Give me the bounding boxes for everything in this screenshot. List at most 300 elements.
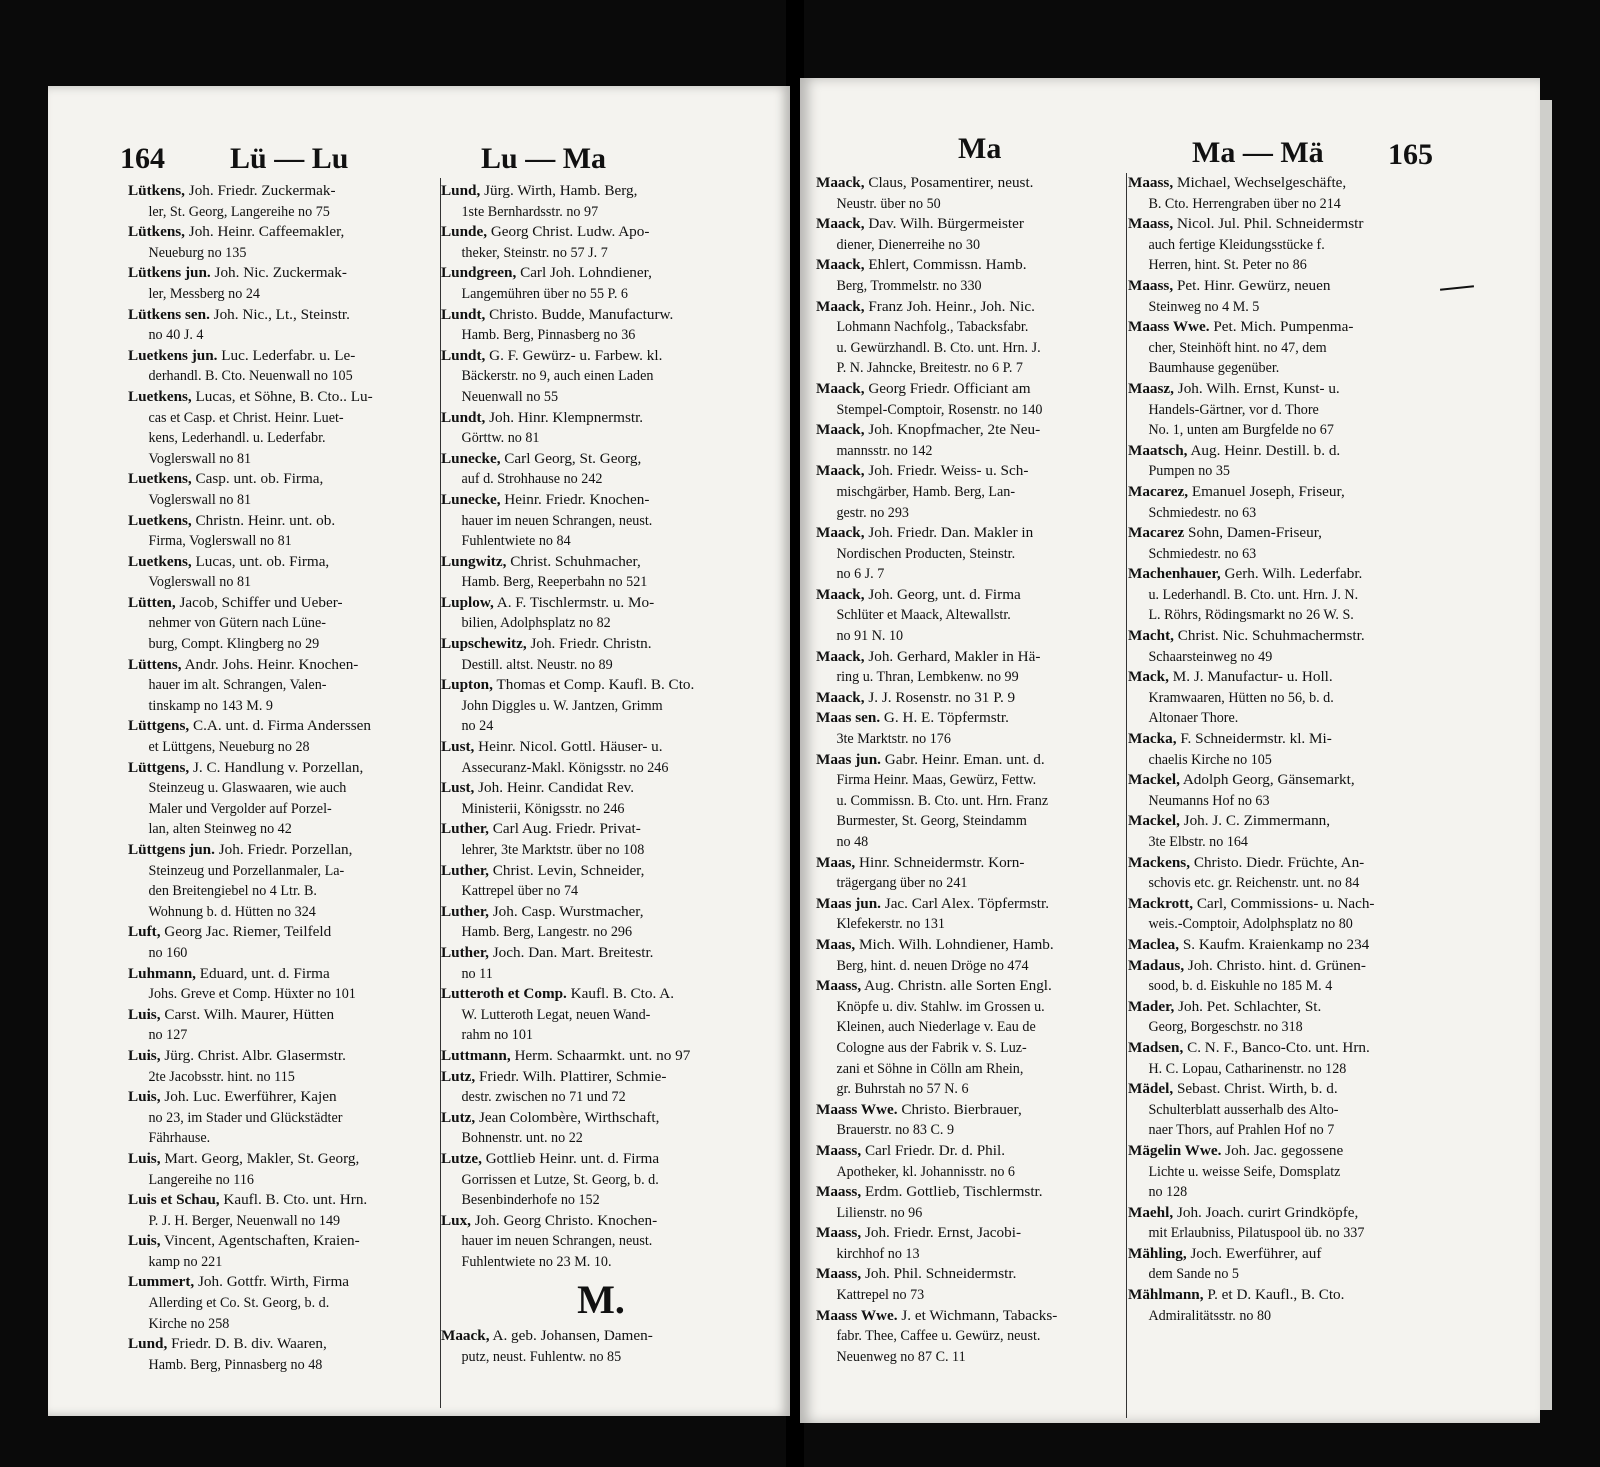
directory-entry <box>1128 811 1440 852</box>
entry-name: Macarez, <box>1128 482 1189 500</box>
entry-name: Mackens, <box>1128 853 1191 871</box>
entry-name: Lux, <box>441 1211 471 1229</box>
entry-text: Pet. Hinr. Gewürz, neuen <box>1176 276 1331 294</box>
entry-text: Schaarsteinweg no 49 <box>1148 647 1273 665</box>
entry-name: Maass, <box>816 1141 862 1159</box>
entry-text: 3te Marktstr. no 176 <box>836 730 951 748</box>
directory-entry <box>1128 853 1440 894</box>
directory-entry <box>816 853 1124 894</box>
entry-text: et Lüttgens, Neueburg no 28 <box>148 738 310 756</box>
directory-entry <box>441 902 761 943</box>
entry-text: no 128 <box>1148 1183 1188 1201</box>
entry-name: Madsen, <box>1128 1038 1184 1056</box>
entry-name: Maass, <box>816 977 862 995</box>
entry-name: Lüttgens, <box>128 717 190 735</box>
entry-text: mischgärber, Hamb. Berg, Lan- <box>836 482 1016 500</box>
entry-text: rahm no 101 <box>461 1026 533 1044</box>
entry-text: L. Röhrs, Rödingsmarkt no 26 W. S. <box>1148 606 1354 624</box>
entry-text: Emanuel Joseph, Friseur, <box>1191 482 1345 500</box>
entry-text: G. H. E. Töpfermstr. <box>883 709 1009 727</box>
entry-text: Joh. Friedr. Weiss- u. Sch- <box>868 462 1029 480</box>
directory-entry <box>441 305 761 346</box>
entry-text: C. N. F., Banco-Cto. unt. Hrn. <box>1187 1038 1370 1056</box>
entry-name: Lütkens jun. <box>128 264 211 282</box>
entry-text: Christo. Diedr. Früchte, An- <box>1193 853 1365 871</box>
entry-name: Mader, <box>1128 997 1175 1015</box>
directory-entry <box>441 263 761 304</box>
entry-name: Macarez <box>1128 524 1185 542</box>
entry-text: Joh. Hinr. Klempnermstr. <box>489 408 644 426</box>
entry-name: Lütten, <box>128 593 176 611</box>
entry-text: zani et Söhne in Cölln am Rhein, <box>836 1059 1024 1077</box>
entry-name: Lust, <box>441 779 475 797</box>
entry-text: M. J. Manufactur- u. Holl. <box>1172 668 1333 686</box>
entry-text: Lucas, et Söhne, B. Cto.. Lu- <box>195 387 373 405</box>
entry-name: Mädel, <box>1128 1080 1174 1098</box>
entry-text: Fuhlentwiete no 23 M. 10. <box>461 1252 612 1270</box>
entry-name: Luft, <box>128 923 161 941</box>
entry-text: Görttw. no 81 <box>461 429 540 447</box>
entry-name: Mack, <box>1128 668 1169 686</box>
entry-name: Maas jun. <box>816 750 881 768</box>
entry-text: Besenbinderhofe no 152 <box>461 1191 600 1209</box>
entry-text: hauer im neuen Schrangen, neust. <box>461 1232 653 1250</box>
directory-entry <box>816 1306 1124 1368</box>
entry-text: Allerding et Co. St. Georg, b. d. <box>148 1294 330 1312</box>
entry-text: Michael, Wechselgeschäfte, <box>1176 174 1347 191</box>
entry-text: Schmiedestr. no 63 <box>1148 503 1257 521</box>
directory-entry <box>816 461 1124 523</box>
directory-entry <box>128 305 446 346</box>
entry-text: Bäckerstr. no 9, auch einen Laden <box>461 367 654 385</box>
entry-text: Christo. Budde, Manufacturw. <box>489 305 674 323</box>
entry-text: Firma, Voglerswall no 81 <box>148 532 292 550</box>
entry-text: Georg, Borgeschstr. no 318 <box>1148 1018 1303 1036</box>
directory-entry <box>441 222 761 263</box>
directory-entry <box>128 387 446 469</box>
entry-text: Mich. Wilh. Lohndiener, Hamb. <box>859 935 1054 953</box>
entry-name: Maass, <box>816 1224 862 1242</box>
entry-name: Luis, <box>128 1005 161 1023</box>
entry-text: Voglerswall no 81 <box>148 573 252 591</box>
directory-entry <box>1128 956 1440 997</box>
directory-entry <box>1128 1079 1440 1141</box>
directory-entry <box>128 1334 446 1375</box>
entry-name: Maass, <box>816 1265 862 1283</box>
entry-name: Maack, <box>816 585 865 603</box>
entry-name: Maas, <box>816 853 856 871</box>
entry-text: Joh. Wilh. Ernst, Kunst- u. <box>1177 379 1340 397</box>
entry-text: naer Thors, auf Prahlen Hof no 7 <box>1148 1121 1335 1139</box>
entry-text: Joh. Gottfr. Wirth, Firma <box>198 1273 349 1291</box>
directory-entry <box>816 894 1124 935</box>
left-page <box>48 86 790 1416</box>
entry-text: Baumhause gegenüber. <box>1148 359 1280 377</box>
directory-entry <box>128 1231 446 1272</box>
entry-text: Dav. Wilh. Bürgermeister <box>868 215 1024 233</box>
entry-name: Mackel, <box>1128 812 1180 830</box>
directory-entry <box>1128 894 1440 935</box>
entry-text: trägergang über no 241 <box>836 874 968 892</box>
entry-text: John Diggles u. W. Jantzen, Grimm <box>461 696 663 714</box>
entry-name: Maack, <box>816 524 865 542</box>
entry-name: Lund, <box>128 1335 168 1353</box>
entry-name: Luetkens, <box>128 470 192 488</box>
entry-text: Joh. Pet. Schlachter, St. <box>1178 997 1322 1015</box>
directory-entry <box>128 552 446 593</box>
directory-entry <box>816 1100 1124 1141</box>
entry-text: Claus, Posamentirer, neust. <box>868 174 1034 191</box>
entry-name: Lütkens sen. <box>128 305 210 323</box>
entry-name: Maass Wwe. <box>816 1306 898 1324</box>
directory-entry <box>816 1264 1124 1305</box>
entry-name: Lütkens, <box>128 223 185 241</box>
entry-text: Jacob, Schiffer und Ueber- <box>179 593 343 611</box>
entry-name: Lütkens, <box>128 182 185 199</box>
directory-entry <box>128 922 446 963</box>
column-rule <box>1126 173 1127 1418</box>
entry-name: Lundt, <box>441 408 486 426</box>
entry-name: Lunde, <box>441 223 488 241</box>
entry-text: Joh. Friedr. Porzellan, <box>218 841 353 858</box>
entry-text: Herren, hint. St. Peter no 86 <box>1148 256 1307 274</box>
entry-name: Luttmann, <box>441 1046 511 1064</box>
entry-text: P. et D. Kaufl., B. Cto. <box>1207 1286 1345 1304</box>
entry-text: Joh. Nic. Zuckermak- <box>214 264 347 282</box>
entry-text: Christ. Schuhmacher, <box>510 552 641 570</box>
entry-text: Apotheker, kl. Johannisstr. no 6 <box>836 1162 1015 1180</box>
left-column-2 <box>441 181 761 1368</box>
entry-text: Aug. Christn. alle Sorten Engl. <box>864 977 1052 995</box>
entry-name: Maack, <box>816 297 865 315</box>
entry-text: Joh. J. C. Zimmermann, <box>1183 812 1331 830</box>
entry-text: P. J. H. Berger, Neuenwall no 149 <box>148 1211 341 1229</box>
directory-entry <box>128 593 446 655</box>
entry-text: Ehlert, Commissn. Hamb. <box>868 256 1027 274</box>
directory-entry <box>1128 214 1440 276</box>
directory-entry <box>441 593 761 634</box>
entry-text: Lohmann Nachfolg., Tabacksfabr. <box>836 318 1029 336</box>
entry-text: mit Erlaubniss, Pilatuspool üb. no 337 <box>1148 1224 1365 1242</box>
directory-entry <box>1128 667 1440 729</box>
entry-text: Joh. Jac. gegossene <box>1225 1141 1344 1159</box>
entry-name: Lupton, <box>441 676 493 694</box>
entry-name: Lundt, <box>441 305 486 323</box>
entry-name: Machenhauer, <box>1128 565 1221 583</box>
entry-name: Maass, <box>1128 276 1174 294</box>
entry-text: Sohn, Damen-Friseur, <box>1188 524 1322 542</box>
entry-text: B. Cto. Herrengraben über no 214 <box>1148 194 1341 212</box>
entry-name: Maatsch, <box>1128 441 1188 459</box>
entry-name: Luetkens jun. <box>128 346 218 364</box>
entry-text: weis.-Comptoir, Adolphsplatz no 80 <box>1148 915 1353 933</box>
directory-entry <box>816 173 1124 214</box>
entry-text: W. Lutteroth Legat, neuen Wand- <box>461 1005 651 1023</box>
entry-text: Admiralitätsstr. no 80 <box>1148 1306 1272 1324</box>
entry-name: Mackrott, <box>1128 894 1194 912</box>
entry-text: cher, Steinhöft hint. no 47, dem <box>1148 338 1327 356</box>
entry-text: Georg Friedr. Officiant am <box>868 379 1031 397</box>
entry-text: Georg Christ. Ludw. Apo- <box>490 223 650 241</box>
entry-text: mannsstr. no 142 <box>836 441 933 459</box>
entry-name: Maack, <box>816 256 865 274</box>
entry-text: Lucas, unt. ob. Firma, <box>195 552 330 570</box>
directory-entry <box>128 758 446 840</box>
entry-text: Thomas et Comp. Kaufl. B. Cto. <box>496 676 695 694</box>
directory-entry <box>1128 1244 1440 1285</box>
entry-text: J. et Wichmann, Tabacks- <box>901 1306 1058 1324</box>
entry-name: Maehl, <box>1128 1203 1174 1221</box>
entry-text: kamp no 221 <box>148 1252 223 1270</box>
entry-name: Lutze, <box>441 1149 482 1167</box>
entry-text: Gottlieb Heinr. unt. d. Firma <box>485 1149 660 1167</box>
entry-name: Lummert, <box>128 1273 195 1291</box>
entry-text: chaelis Kirche no 105 <box>1148 750 1272 768</box>
directory-entry <box>128 263 446 304</box>
entry-name: Maack, <box>816 215 865 233</box>
entry-name: Mägelin Wwe. <box>1128 1141 1222 1159</box>
entry-name: Luther, <box>441 861 489 879</box>
entry-text: J. C. Handlung v. Porzellan, <box>192 758 364 776</box>
entry-text: Berg, hint. d. neuen Dröge no 474 <box>836 956 1029 974</box>
directory-entry <box>1128 276 1440 317</box>
entry-name: Maass, <box>1128 215 1174 233</box>
entry-text: S. Kaufm. Kraienkamp no 234 <box>1182 935 1370 953</box>
entry-text: no 160 <box>148 943 188 961</box>
directory-entry <box>816 585 1124 647</box>
running-head-right-1: Ma <box>958 132 1002 165</box>
entry-text: Voglerswall no 81 <box>148 449 252 467</box>
entry-text: Erdm. Gottlieb, Tischlermstr. <box>864 1183 1043 1201</box>
directory-entry <box>816 214 1124 255</box>
entry-text: Neustr. über no 50 <box>836 194 941 212</box>
entry-text: Langereihe no 116 <box>148 1170 254 1188</box>
entry-text: Joh. Christo. hint. d. Grünen- <box>1187 956 1366 974</box>
directory-entry <box>128 1272 446 1334</box>
entry-text: A. F. Tischlermstr. u. Mo- <box>496 593 655 611</box>
entry-text: Kaufl. B. Cto. A. <box>570 985 675 1003</box>
directory-entry <box>128 1149 446 1190</box>
directory-entry <box>128 655 446 717</box>
entry-text: Schlüter et Maack, Altewallstr. <box>836 606 1011 624</box>
entry-text: 2te Jacobsstr. hint. no 115 <box>148 1067 295 1085</box>
directory-entry <box>816 647 1124 688</box>
directory-entry <box>441 819 761 860</box>
directory-entry <box>441 1108 761 1149</box>
directory-entry <box>1128 441 1440 482</box>
directory-entry <box>128 1005 446 1046</box>
directory-entry <box>441 346 761 408</box>
entry-text: Vincent, Agentschaften, Kraien- <box>164 1232 360 1250</box>
directory-entry <box>441 552 761 593</box>
entry-text: Steinzeug und Porzellanmaler, La- <box>148 861 345 879</box>
entry-text: auch fertige Kleidungsstücke f. <box>1148 235 1325 253</box>
entry-text: A. geb. Johansen, Damen- <box>492 1327 653 1345</box>
entry-text: Kramwaaren, Hütten no 56, b. d. <box>1148 688 1334 706</box>
directory-entry <box>1128 173 1440 214</box>
entry-text: u. Gewürzhandl. B. Cto. unt. Hrn. J. <box>836 338 1041 356</box>
entry-text: Carl Aug. Friedr. Privat- <box>492 820 641 838</box>
entry-text: lehrer, 3te Marktstr. über no 108 <box>461 841 645 858</box>
entry-text: G. F. Gewürz- u. Farbew. kl. <box>489 346 663 364</box>
entry-name: Lunecke, <box>441 449 501 467</box>
entry-text: no 11 <box>461 964 493 982</box>
entry-text: no 127 <box>148 1026 188 1044</box>
directory-entry <box>816 935 1124 976</box>
entry-text: no 23, im Stader und Glückstädter <box>148 1108 343 1126</box>
entry-text: Firma Heinr. Maas, Gewürz, Fettw. <box>836 771 1037 789</box>
entry-text: Adolph Georg, Gänsemarkt, <box>1182 771 1355 789</box>
directory-entry <box>816 379 1124 420</box>
directory-entry <box>816 688 1124 709</box>
entry-name: Maack, <box>816 647 865 665</box>
entry-name: Mackel, <box>1128 771 1180 789</box>
entry-text: ring u. Thran, Lembkenw. no 99 <box>836 668 1019 686</box>
entry-text: Steinweg no 4 M. 5 <box>1148 297 1260 315</box>
entry-text: Klefekerstr. no 131 <box>836 915 945 933</box>
entry-text: Neumanns Hof no 63 <box>1148 791 1270 809</box>
entry-text: Steinzeug u. Glaswaaren, wie auch <box>148 779 347 797</box>
directory-entry <box>441 1149 761 1211</box>
entry-text: Aug. Heinr. Destill. b. d. <box>1190 441 1341 459</box>
entry-text: Joh. Gerhard, Makler in Hä- <box>868 647 1041 665</box>
entry-name: Lutz, <box>441 1067 476 1085</box>
entry-text: Pumpen no 35 <box>1148 462 1230 480</box>
entry-text: Christn. Heinr. unt. ob. <box>195 511 336 529</box>
entry-text: Neuenwall no 55 <box>461 387 559 405</box>
entry-text: No. 1, unten am Burgfelde no 67 <box>1148 421 1334 439</box>
entry-text: Johs. Greve et Comp. Hüxter no 101 <box>148 985 356 1003</box>
directory-entry <box>128 469 446 510</box>
entry-text: Joh. Georg Christo. Knochen- <box>474 1211 658 1229</box>
right-page <box>800 78 1540 1423</box>
entry-text: Hamb. Berg, Reeperbahn no 521 <box>461 573 648 591</box>
entry-text: Joch. Ewerführer, auf <box>1190 1244 1322 1262</box>
entry-name: Maass, <box>816 1183 862 1201</box>
entry-text: 3te Elbstr. no 164 <box>1148 833 1248 850</box>
entry-name: Maack, <box>816 462 865 480</box>
running-head-left-1: Lü — Lu <box>230 142 349 175</box>
entry-name: Macht, <box>1128 627 1174 645</box>
directory-entry <box>128 964 446 1005</box>
directory-entry <box>1128 1141 1440 1203</box>
entry-text: Kleinen, auch Niederlage v. Eau de <box>836 1018 1036 1036</box>
directory-entry <box>441 1326 761 1367</box>
entry-text: Joh. Nic., Lt., Steinstr. <box>213 305 350 323</box>
entry-text: Destill. altst. Neustr. no 89 <box>461 655 613 673</box>
entry-text: Andr. Johs. Heinr. Knochen- <box>184 655 359 673</box>
entry-text: Joh. Friedr. Zuckermak- <box>188 182 336 199</box>
directory-entry <box>128 181 446 222</box>
entry-name: Maas, <box>816 935 856 953</box>
entry-name: Luis, <box>128 1232 161 1250</box>
directory-entry <box>1128 1285 1440 1326</box>
entry-text: Maler und Vergolder auf Porzel- <box>148 799 332 817</box>
entry-text: schovis etc. gr. Reichenstr. unt. no 84 <box>1148 874 1360 892</box>
entry-text: Nicol. Jul. Phil. Schneidermstr <box>1176 215 1364 233</box>
entry-text: Hamb. Berg, Pinnasberg no 48 <box>148 1355 323 1373</box>
directory-entry <box>128 511 446 552</box>
entry-text: Joh. Phil. Schneidermstr. <box>864 1265 1017 1283</box>
entry-text: hauer im neuen Schrangen, neust. <box>461 511 653 529</box>
directory-entry <box>441 984 761 1046</box>
entry-text: Gerh. Wilh. Lederfabr. <box>1224 565 1363 583</box>
entry-text: Eduard, unt. d. Firma <box>199 964 330 982</box>
entry-text: Gabr. Heinr. Eman. unt. d. <box>884 750 1045 768</box>
entry-name: Maass Wwe. <box>816 1100 898 1118</box>
directory-entry <box>128 840 446 922</box>
entry-name: Madaus, <box>1128 956 1185 974</box>
directory-entry <box>441 449 761 490</box>
running-head-right-2: Ma — Mä <box>1192 136 1324 169</box>
entry-text: gr. Buhrstah no 57 N. 6 <box>836 1080 969 1098</box>
entry-text: sood, b. d. Eiskuhle no 185 M. 4 <box>1148 977 1333 995</box>
directory-entry <box>816 297 1124 379</box>
entry-text: theker, Steinstr. no 57 J. 7 <box>461 243 608 261</box>
entry-text: Herm. Schaarmkt. unt. no 97 <box>514 1046 691 1064</box>
directory-entry <box>816 255 1124 296</box>
entry-text: Carst. Wilh. Maurer, Hütten <box>164 1005 335 1023</box>
entry-text: Jürg. Wirth, Hamb. Berg, <box>484 182 638 199</box>
page-number-left: 164 <box>120 142 165 175</box>
entry-text: Joh. Joach. curirt Grindköpfe, <box>1176 1203 1359 1221</box>
entry-text: dem Sande no 5 <box>1148 1265 1239 1283</box>
entry-text: Jürg. Christ. Albr. Glasermstr. <box>164 1046 346 1064</box>
entry-text: lan, alten Steinweg no 42 <box>148 820 292 838</box>
directory-entry <box>441 1046 761 1067</box>
entry-text: C.A. unt. d. Firma Anderssen <box>192 717 372 735</box>
entry-name: Luis, <box>128 1046 161 1064</box>
entry-text: burg, Compt. Klingberg no 29 <box>148 635 320 653</box>
entry-text: Franz Joh. Heinr., Joh. Nic. <box>868 297 1035 315</box>
section-letter: M. <box>577 1277 625 1323</box>
directory-entry <box>1128 482 1440 523</box>
entry-name: Maclea, <box>1128 935 1180 953</box>
entry-text: Joh. Casp. Wurstmacher, <box>492 902 644 920</box>
directory-entry <box>1128 770 1440 811</box>
entry-text: Joh. Heinr. Caffeemakler, <box>188 223 345 241</box>
directory-entry <box>441 490 761 552</box>
entry-text: Berg, Trommelstr. no 330 <box>836 276 982 294</box>
entry-name: Maas sen. <box>816 709 881 727</box>
directory-entry <box>1128 564 1440 626</box>
directory-entry <box>441 408 761 449</box>
entry-name: Luther, <box>441 943 489 961</box>
page-edge <box>1540 100 1552 1410</box>
entry-text: Joh. Friedr. Ernst, Jacobi- <box>864 1224 1022 1242</box>
entry-text: no 48 <box>836 833 869 850</box>
entry-text: Wohnung b. d. Hütten no 324 <box>148 902 316 920</box>
entry-text: Lichte u. weisse Seife, Domsplatz <box>1148 1162 1341 1180</box>
entry-text: F. Schneidermstr. kl. Mi- <box>1180 730 1332 748</box>
directory-entry <box>128 1046 446 1087</box>
entry-text: Joch. Dan. Mart. Breitestr. <box>492 943 654 961</box>
directory-entry <box>128 1190 446 1231</box>
directory-entry <box>441 181 761 222</box>
entry-text: Langemühren über no 55 P. 6 <box>461 284 628 302</box>
entry-text: auf d. Strohhause no 242 <box>461 470 603 488</box>
entry-name: Luis, <box>128 1149 161 1167</box>
entry-name: Lutz, <box>441 1108 476 1126</box>
entry-text: Nordischen Producten, Steinstr. <box>836 544 1016 562</box>
entry-text: Jac. Carl Alex. Töpfermstr. <box>884 894 1049 912</box>
entry-text: Brauerstr. no 83 C. 9 <box>836 1121 955 1139</box>
entry-text: Hamb. Berg, Langestr. no 296 <box>461 923 633 941</box>
entry-text: Stempel-Comptoir, Rosenstr. no 140 <box>836 400 1043 418</box>
entry-name: Mählmann, <box>1128 1286 1204 1304</box>
directory-entry <box>1128 1038 1440 1079</box>
entry-name: Maack, <box>816 379 865 397</box>
